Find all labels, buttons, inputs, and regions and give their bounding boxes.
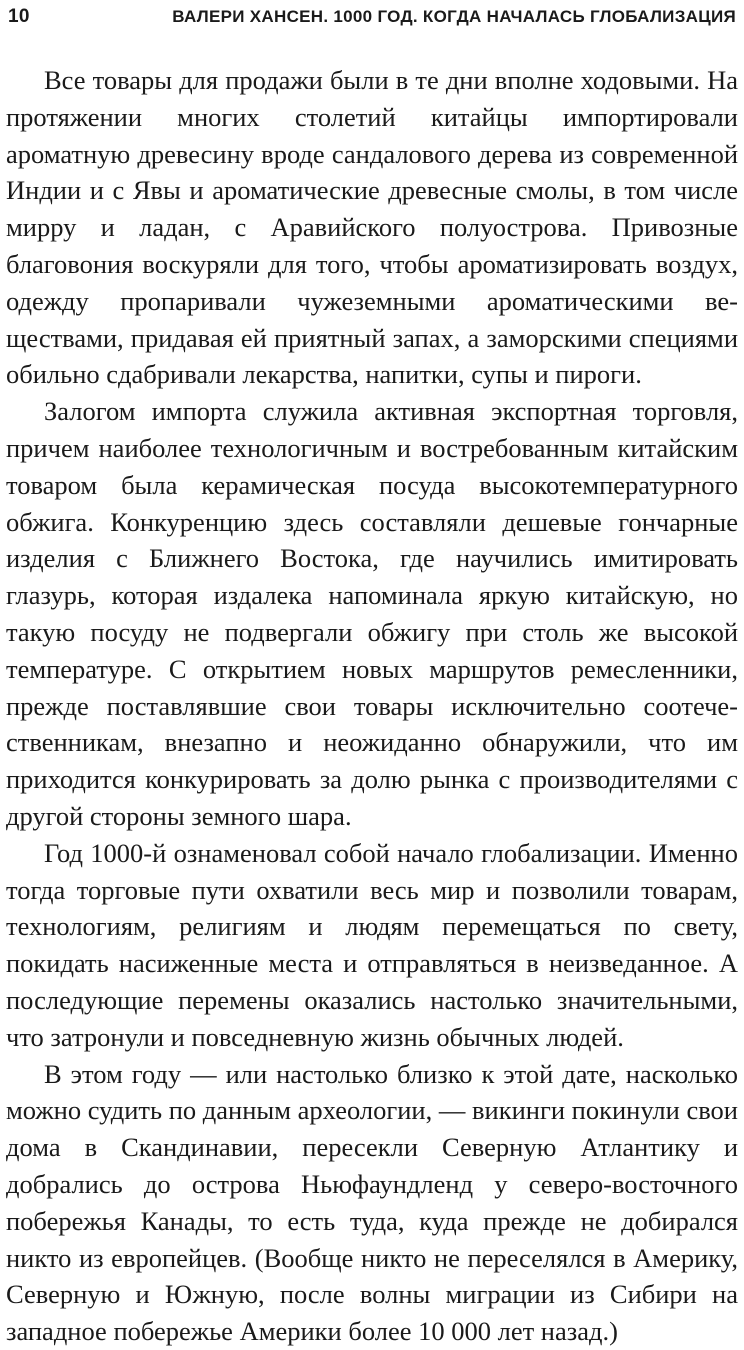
paragraph: Год 1000-й ознаменовал собой начало глобализации. Именно тогда торговые пути охватили весь мир и позволили товарам, технологиям, религиям и людям перемещаться по свету, покидать насиженные места и отправляться в неизведанное. А последующие перемены оказались настолько значительными, что затронули и повседневную жизнь обычных людей. — [6, 837, 738, 1052]
paragraph: Все товары для продажи были в те дни вполне ходовыми. На протяжении многих столетий китайцы импортировали ароматную древесину вроде сандалового дерева из современной Индии и с Явы и ароматические древесные смолы, в том числе мирру и ладан, с Аравийского полуострова. Привозные благовония воскуряли для того, чтобы ароматизировать воздух, одежду пропаривали чужеземными ароматическими веществами, придавая ей приятный запах, а заморскими специями обильно сдабривали лекарства, напитки, супы и пироги. — [6, 65, 738, 390]
body-text — [6, 62, 738, 1350]
page-number: 10 — [8, 6, 30, 27]
paragraph: Залогом импорта служила активная экспортная торговля, причем наиболее технологичным и востребованным китайским товаром была керамическая посуда высокотемпературного обжига. Конкуренцию здесь составляли дешевые гончарные изделия с Ближнего Востока, где научились имитировать глазурь, которая издалека напоминала яркую китайскую, но такую посуду не подвергали обжигу при столь же высокой температуре. С открытием новых маршрутов ремесленники, прежде поставлявшие свои товары исключительно соотечественникам, внезапно и неожиданно обнаружили, что им приходится конкурировать за долю рынка с производителями с другой стороны земного шара. — [6, 396, 738, 831]
running-title: ВАЛЕРИ ХАНСЕН. 1000 ГОД. КОГДА НАЧАЛАСЬ ГЛОБАЛИЗАЦИЯ — [172, 7, 736, 26]
running-header — [8, 6, 736, 30]
paragraph: В этом году — или настолько близко к этой дате, насколько можно судить по данным археологии, — викинги покинули свои дома в Скандинавии, пересекли Северную Атлантику и добрались до острова Ньюфаундленд у северо-восточного побережья Канады, то есть туда, куда прежде не добирался никто из европейцев. (Вообще никто не переселялся в Америку, Северную и Южную, после волны миграции из Сибири на западное побережье Америки более 10 000 лет назад.) — [6, 1058, 738, 1347]
